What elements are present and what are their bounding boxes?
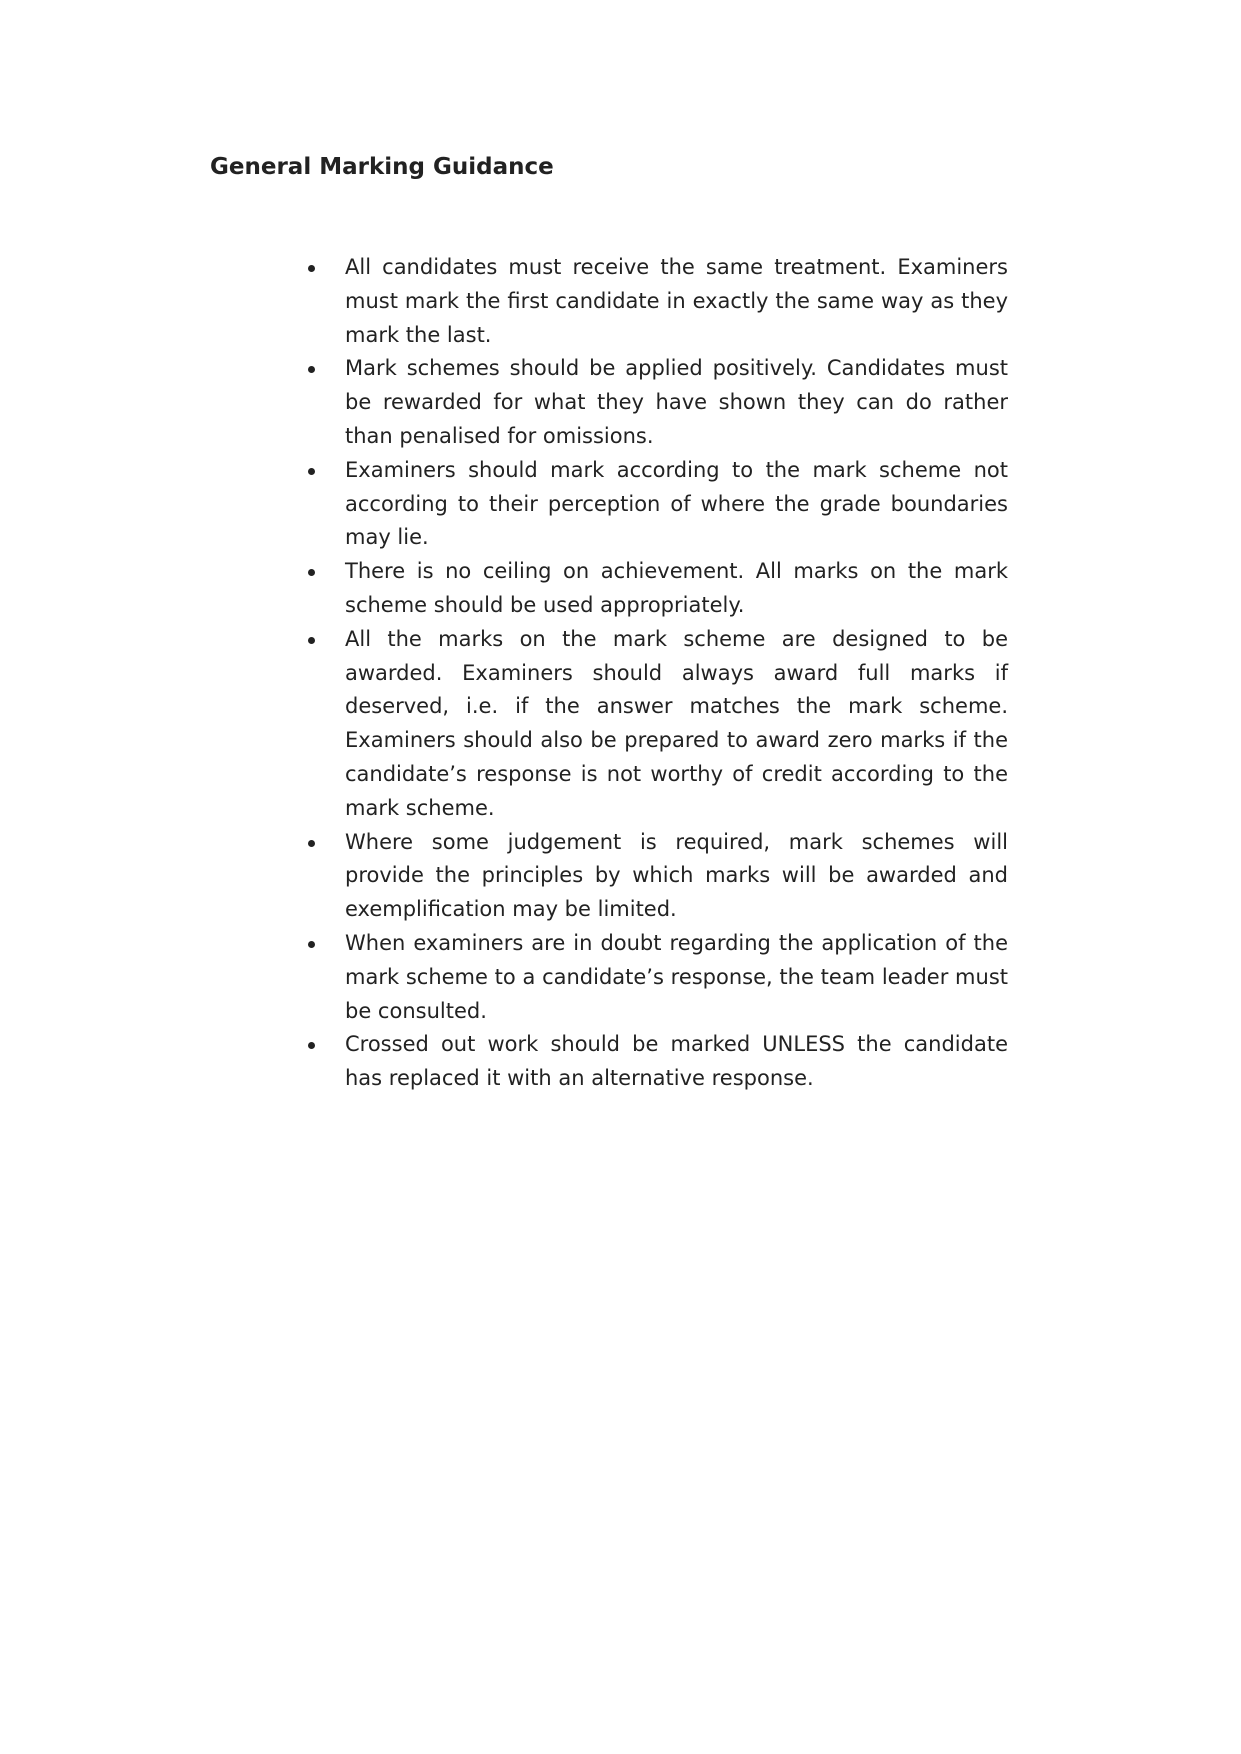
list-item <box>302 1028 1008 1096</box>
list-item <box>302 555 1008 623</box>
list-item-text: Crossed out work should be marked UNLESS the candidate has replaced it with an alternative response. <box>345 1032 1008 1091</box>
list-item <box>302 826 1008 927</box>
bullet-icon <box>308 637 315 644</box>
list-item-text: Examiners should mark according to the mark scheme not according to their perception of where the grade boundaries may lie. <box>345 457 1008 550</box>
list-item <box>302 623 1008 826</box>
bullet-icon <box>308 941 315 948</box>
page-title: General Marking Guidance <box>210 154 554 180</box>
list-item-text: When examiners are in doubt regarding the application of the mark scheme to a candidate’s response, the team leader must be consulted. <box>345 930 1008 1023</box>
guidance-list <box>302 251 1008 1096</box>
list-item <box>302 454 1008 555</box>
list-item-text: All candidates must receive the same treatment. Examiners must mark the first candidate in exactly the same way as they mark the last. <box>345 255 1008 347</box>
list-item-text: Mark schemes should be applied positively. Candidates must be rewarded for what they have shown they can do rather than penalised for omissions. <box>345 356 1008 448</box>
bullet-icon <box>308 840 315 847</box>
list-item <box>302 251 1008 352</box>
bullet-icon <box>308 468 315 475</box>
list-item <box>302 352 1008 453</box>
bullet-icon <box>308 265 315 272</box>
list-item <box>302 927 1008 1028</box>
bullet-icon <box>308 366 315 373</box>
list-item-text: Where some judgement is required, mark schemes will provide the principles by which marks will be awarded and exemplification may be limited. <box>345 829 1008 922</box>
bullet-icon <box>308 569 315 576</box>
list-item-text: There is no ceiling on achievement. All marks on the mark scheme should be used appropriately. <box>345 559 1008 617</box>
list-item-text: All the marks on the mark scheme are designed to be awarded. Examiners should always award full marks if deserved, i.e. if the answer matches the mark scheme. Examiners should also be prepared to award zero marks if the candidate’s response is not worthy of credit according to the mark scheme. <box>345 626 1008 820</box>
bullet-icon <box>308 1042 315 1049</box>
